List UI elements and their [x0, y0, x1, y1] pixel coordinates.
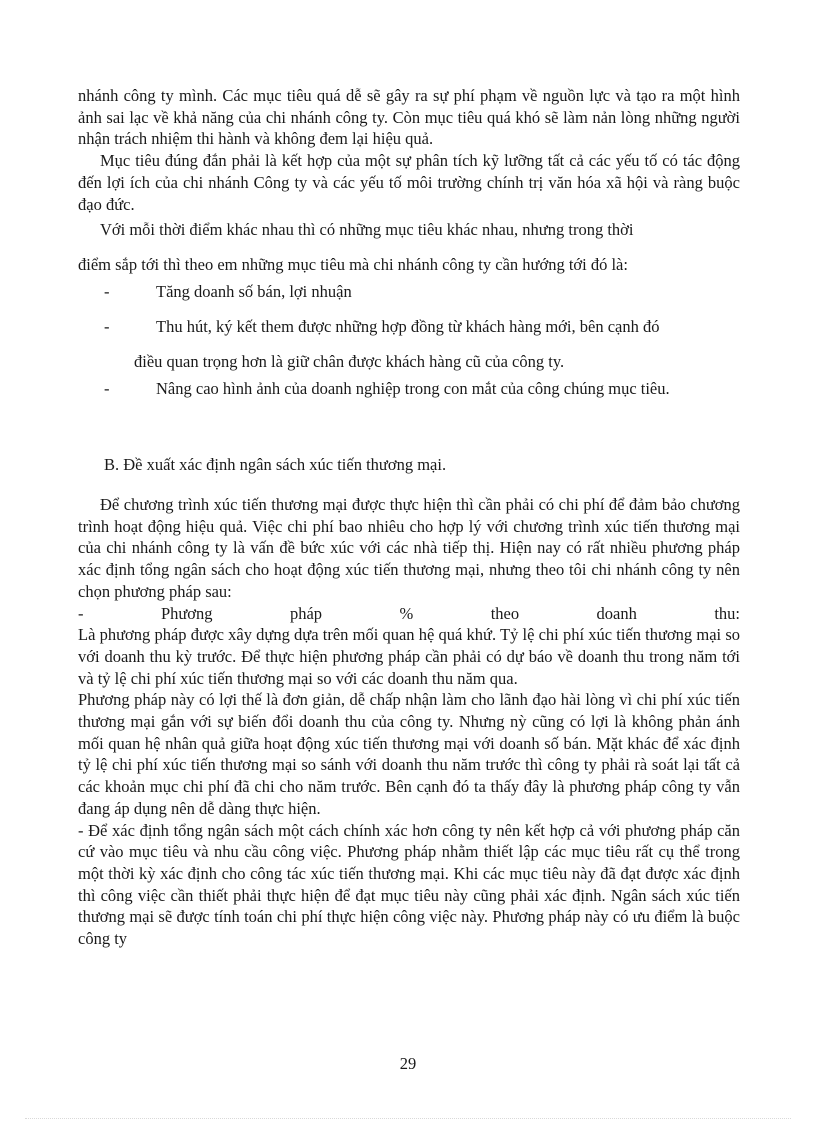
paragraph-objective-method: - Để xác định tổng ngân sách một cách chính xác hơn công ty nên kết hợp cả với phương pháp căn cứ vào mục tiêu và nhu cầu công việc. Phương pháp nhằm thiết lập các mục tiêu rất cụ thể trong một thời kỳ xác định cho công tác xúc tiến thương mại. Khi các mục tiêu này đã đạt được xác định thì công việc cần thiết phải thực hiện để đạt mục tiêu này cũng phải xác định. Ngân sách xúc tiến thương mại sẽ được tính toán chi phí thực hiện công việc này. Phương pháp này có ưu điểm là buộc công ty	[78, 820, 740, 949]
list-item-text: Nâng cao hình ảnh của doanh nghiệp trong con mắt của công chúng mục tiêu.	[156, 379, 670, 398]
paragraph-upcoming-goals-line1: Với mỗi thời điểm khác nhau thì có những mục tiêu khác nhau, nhưng trong thời	[100, 220, 634, 239]
section-b-body	[78, 494, 740, 950]
paragraph-continuation: nhánh công ty mình. Các mục tiêu quá dễ sẽ gây ra sự phí phạm về nguồn lực và tạo ra một hình ảnh sai lạc về khả năng của chi nhánh công ty. Còn mục tiêu quá khó sẽ làm nản lòng những người nhận trách nhiệm thi hành và không đem lại hiệu quả.	[78, 86, 740, 149]
method-word: Phương	[160, 603, 213, 623]
paragraph-budget-intro: Để chương trình xúc tiến thương mại được thực hiện thì cần phải có chi phí để đảm bảo chương trình hoạt động hiệu quả. Việc chi phí bao nhiêu cho hợp lý với chương trình xúc tiến thương mại của chi nhánh công ty là vấn đề bức xúc với các nhà tiếp thị. Hiện nay có rất nhiều phương pháp xác định tổng ngân sách cho hoạt động xúc tiến thương mại, nhưng theo tôi chi nhánh công ty nên chọn phương pháp sau:	[78, 495, 740, 601]
method-word: %	[399, 603, 414, 623]
bullet-dash: -	[104, 282, 110, 301]
page-number: 29	[399, 1054, 417, 1073]
list-item	[104, 309, 766, 379]
section-b-heading: B. Đề xuất xác định ngân sách xúc tiến thương mại.	[104, 455, 447, 474]
paragraph-goal-definition: Mục tiêu đúng đắn phải là kết hợp của một sự phân tích kỹ lưỡng tất cả các yếu tố có tác động đến lợi ích của chi nhánh Công ty và các yếu tố môi trường chính trị văn hóa xã hội và ràng buộc đạo đức.	[78, 151, 740, 214]
list-item-text-continuation: điều quan trọng hơn là giữ chân được khách hàng cũ của công ty.	[134, 352, 565, 371]
bullet-dash: -	[104, 379, 110, 398]
bullet-dash: -	[104, 317, 110, 336]
paragraph-method-definition: Là phương pháp được xây dựng dựa trên mối quan hệ quá khứ. Tỷ lệ chi phí xúc tiến thương mại so với doanh thu kỳ trước. Để thực hiện phương pháp cần phải có dự báo về doanh thu trong năm tới và tỷ lệ chi phí xúc tiến thương mại so với các doanh thu năm qua.	[78, 625, 740, 688]
method-word: thu:	[714, 603, 740, 623]
paragraph-method-evaluation: Phương pháp này có lợi thế là đơn giản, dễ chấp nhận làm cho lãnh đạo hài lòng vì chi phí xúc tiến thương mại gắn với sự biến đổi doanh thu của công ty. Nhưng nỳ cũng có lợi là không phản ánh mối quan hệ nhân quả giữa hoạt động xúc tiến thương mại với doanh số bán. Mặt khác để xác định tỷ lệ chi phí xúc tiến thương mại so sánh với doanh thu năm trước thì công ty phải rà soát lại tất cả các khoản mục chi phí đã chi cho năm trước. Bên cạnh đó ta thấy đây là phương pháp công ty vẫn đang áp dụng nên dễ dàng thực hiện.	[78, 690, 740, 818]
paragraph-upcoming-goals-line2: điểm sắp tới thì theo em những mục tiêu mà chi nhánh công ty cần hướng tới đó là:	[78, 255, 628, 274]
paragraph-upcoming-goals	[78, 212, 740, 282]
top-section	[78, 85, 740, 215]
method-word: -	[78, 603, 84, 623]
list-item-text: Thu hút, ký kết them được những hợp đồng từ khách hàng mới, bên cạnh đó	[156, 317, 660, 336]
page-bottom-divider	[25, 1118, 791, 1119]
method-word: theo	[490, 603, 520, 623]
method-word: pháp	[289, 603, 323, 623]
method-word: doanh	[596, 603, 637, 623]
method-heading	[78, 603, 740, 625]
list-item-text: Tăng doanh số bán, lợi nhuận	[156, 282, 352, 301]
